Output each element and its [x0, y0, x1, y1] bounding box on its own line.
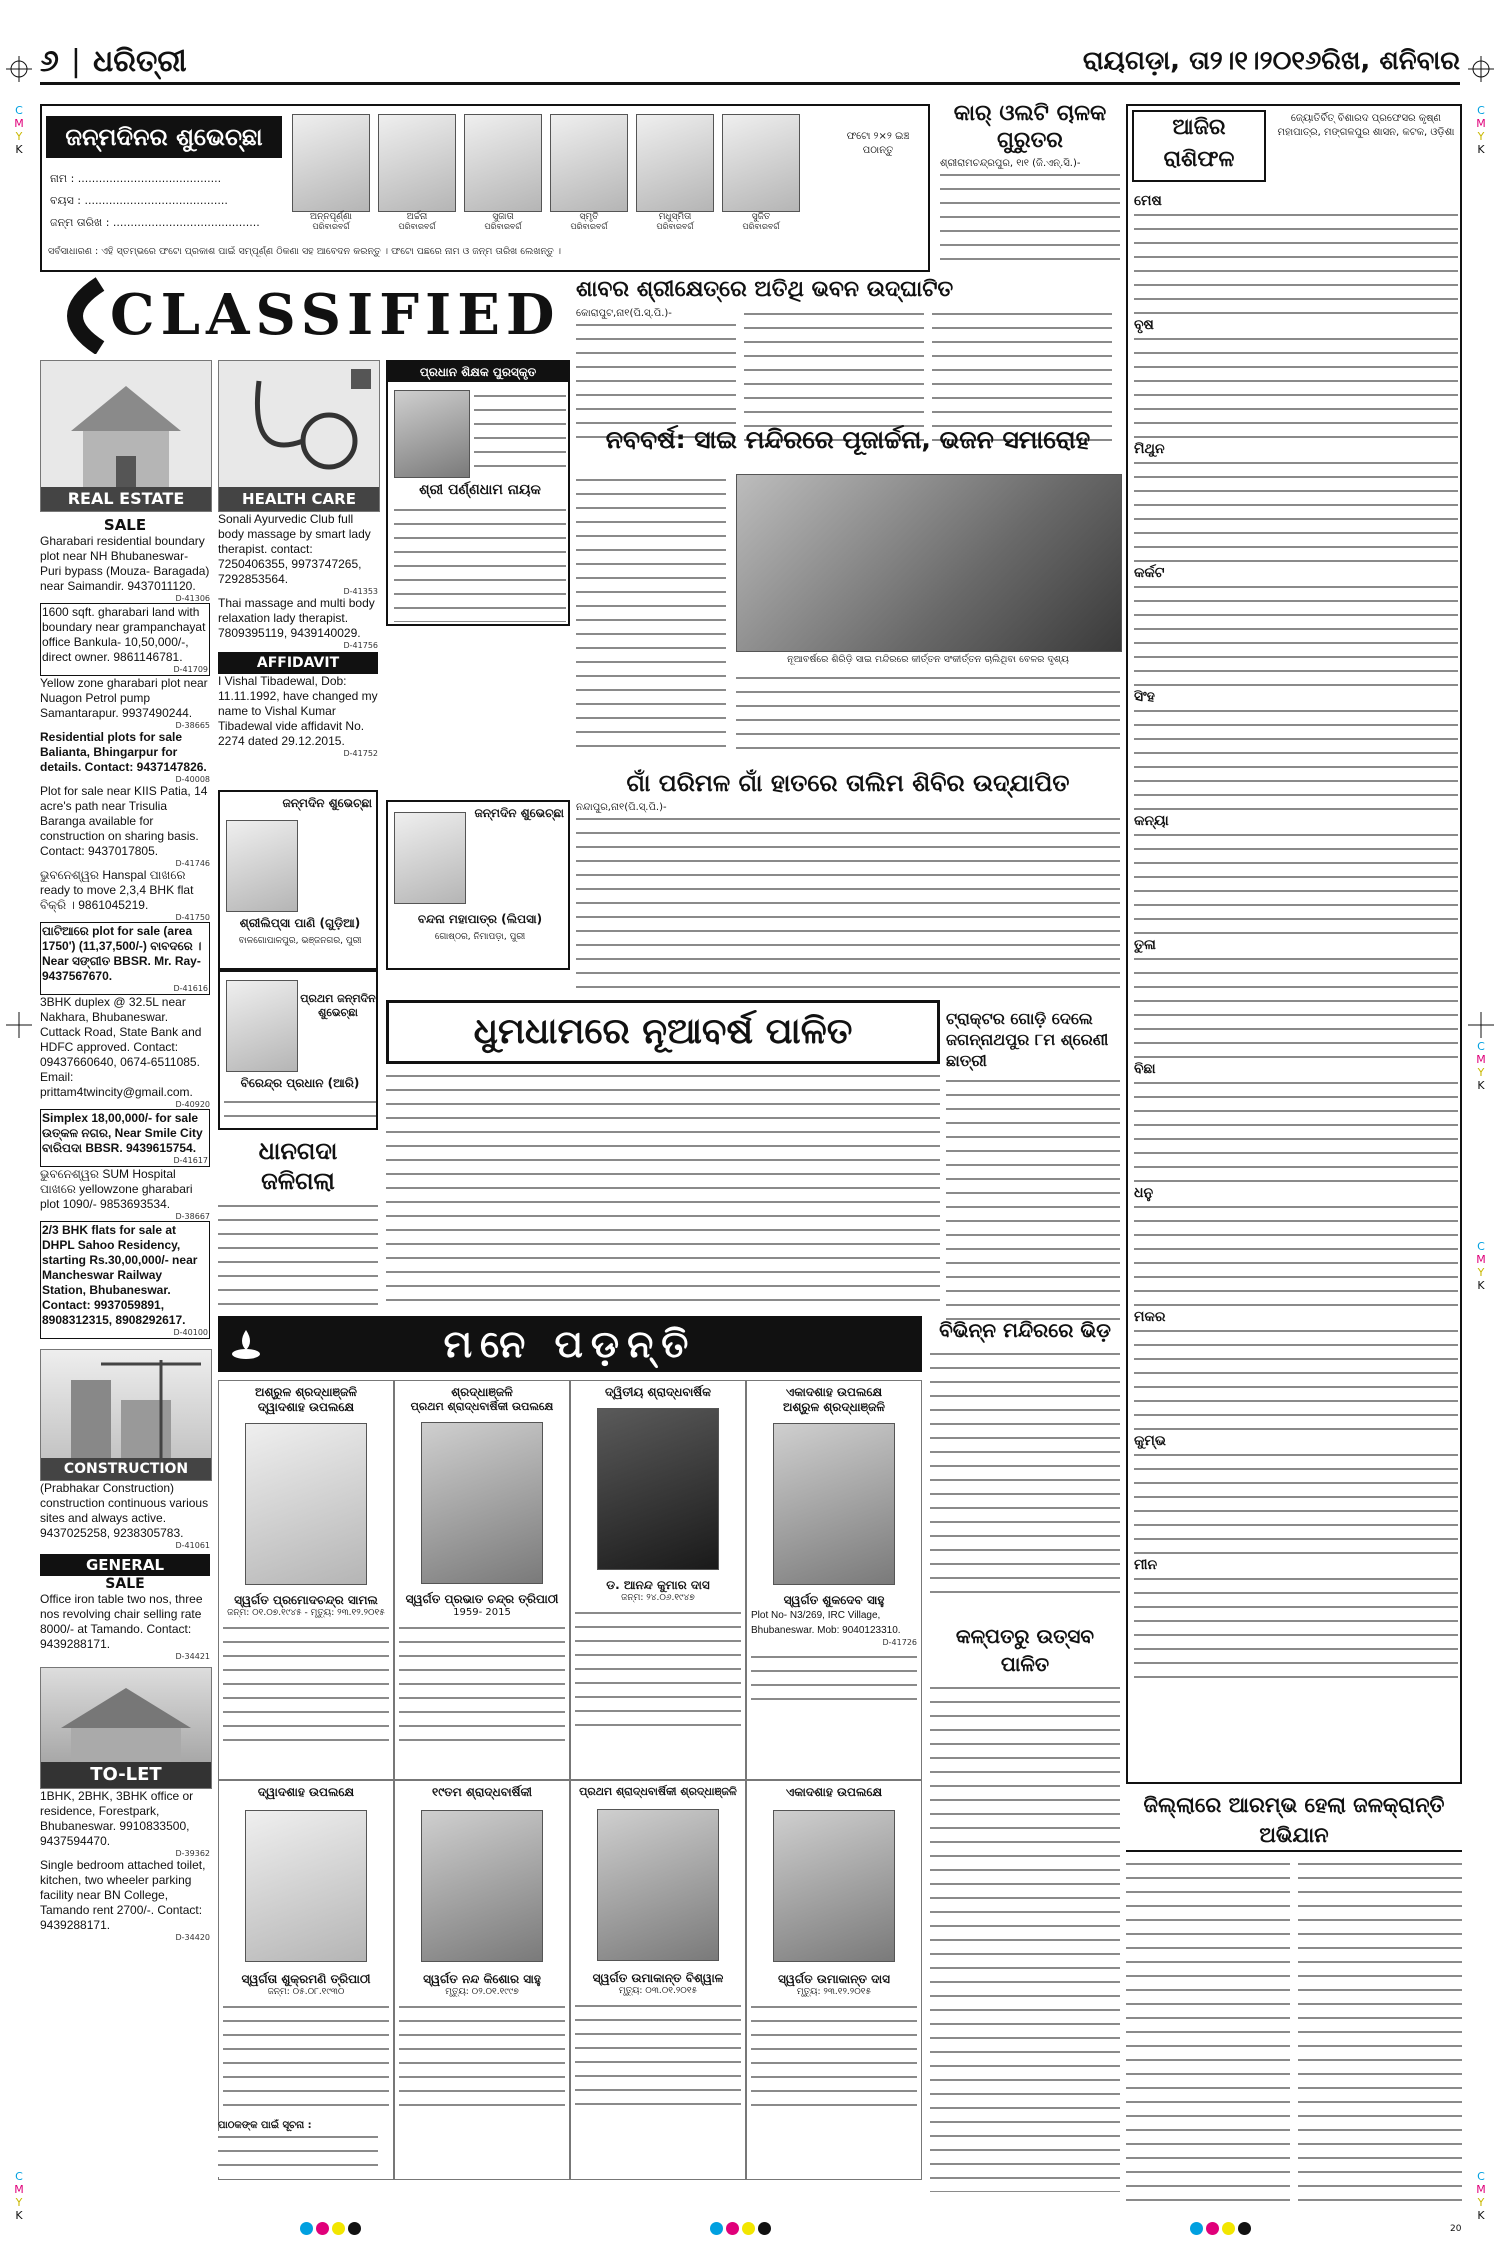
memorial-banner — [218, 1316, 922, 1372]
form-label-name: ନାମ : ......................................... — [50, 172, 222, 185]
child-sub: ପରିବାରବର୍ଗ — [742, 222, 780, 231]
cmyk-marker-left-bottom: C M Y K — [14, 2170, 24, 2222]
memorial-top: ଶ୍ରଦ୍ଧାଞ୍ଜଳି — [451, 1385, 513, 1399]
cmyk-marker-right-mid: C M Y K — [1476, 1040, 1486, 1092]
birthday-small-box — [218, 790, 378, 970]
horoscope-sign: ମକର — [1134, 1306, 1458, 1430]
headmaster-body — [474, 390, 566, 476]
child-sub: ପରିବାରବର୍ଗ — [312, 222, 350, 231]
memorial-years: ମୃତ୍ୟୁ: ୨୩.୧୨.୨୦୧୫ — [796, 1987, 872, 1997]
birthday-wishes-box — [40, 104, 930, 272]
classified-title: CLASSIFIED — [110, 282, 561, 348]
new-year-headline-row — [576, 418, 1120, 462]
birthday-small-photo — [226, 820, 298, 912]
child-photo — [636, 114, 714, 212]
birthday-small-body — [224, 1096, 376, 1126]
temple-crowd-headline: ବିଭିନ୍ନ ମନ୍ଦିରରେ ଭିଡ଼ — [939, 1318, 1111, 1342]
memorial-name: ଡ. ଆନନ୍ଦ କୁମାର ଦାସ — [606, 1578, 710, 1592]
real-estate-ad: Plot for sale near KIIS Patia, 14 acre's path near Trisulia Baranga available for construction on sharing basis. Contact: 9437017805. D-41746 — [40, 784, 210, 868]
horoscope-sign: ବିଛା — [1134, 1058, 1458, 1182]
memorial-photo — [245, 1423, 367, 1585]
to-let-ad: 1BHK, 2BHK, 3BHK office or residence, Forestpark, Bhubaneswar. 9910833500, 9437594470. D-39362 — [40, 1789, 210, 1858]
real-estate-label: REAL ESTATE — [41, 487, 211, 511]
horoscope-sign: ମିଥୁନ — [1134, 438, 1458, 562]
magenta-dot — [1206, 2222, 1219, 2235]
memorial-card — [570, 1380, 746, 1780]
horoscope-title: ଆଜିର ରାଶିଫଳ — [1132, 110, 1266, 182]
child-name: ସୁଜିତ — [751, 212, 771, 222]
child-card — [378, 114, 456, 242]
memorial-photo — [421, 1422, 543, 1584]
child-card — [292, 114, 370, 242]
black-dot — [1238, 2222, 1251, 2235]
child-card — [636, 114, 714, 242]
memorial-top: ଏକାଦଶାହ ଉପଲକ୍ଷେ — [785, 1385, 883, 1399]
form-label-age: ବୟସ : ......................................... — [50, 194, 228, 207]
real-estate-ad: ପାଟିଆରେ plot for sale (area 1750') (11,37,500/-) ବାବଦରେ । Near ସଙ୍ଗୀତ BBSR. Mr. Ray- 9437567670. D-41616 — [42, 924, 208, 993]
memorial-body — [223, 2001, 389, 2111]
training-camp-headline: ଗାଁ ପରିମଳ ଗାଁ ହାତରେ ତାଲିମ ଶିବିର ଉଦ୍‌ଯାପିତ — [626, 769, 1070, 797]
memorial-name: ସ୍ୱର୍ଗତ ଶୁକଦେବ ସାହୁ — [783, 1593, 885, 1607]
affidavit-heading: AFFIDAVIT — [218, 652, 378, 674]
kalpataru-headline: କଳ୍ପତରୁ ଉତ୍ସବ ପାଳିତ — [955, 1624, 1095, 1676]
memorial-code: D-41726 — [882, 1638, 917, 1647]
temple-photo-caption: ନୂଆବର୍ଷରେ ଶିରିଡ଼ି ସାଇ ମନ୍ଦିରରେ କୀର୍ତ୍ତନ ସଂକୀର୍ତ୍ତନ ଚାଲିଥିବା ବେଳର ଦୃଶ୍ୟ — [787, 654, 1069, 665]
kalpataru-article — [930, 1622, 1120, 2182]
cmyk-marker-right-low: C M Y K — [1476, 1240, 1486, 1292]
jalakranti-body-2 — [1298, 1858, 1462, 2204]
color-bar — [1190, 2222, 1251, 2235]
readers-note-body — [218, 2131, 378, 2177]
memorial-years: Plot No- N3/269, IRC Village, Bhubaneswar. Mob: 9040123310. — [751, 1610, 901, 1636]
memorial-top: ୧୯ତମ ଶ୍ରାଦ୍ଧବାର୍ଷିକୀ — [431, 1785, 533, 1799]
child-photo — [464, 114, 542, 212]
health-care-label: HEALTH CARE — [219, 487, 379, 511]
memorial-years: ଜନ୍ମ: ୦୫.୦୮.୧୯୩୦ — [267, 1987, 345, 1997]
masthead: ଧରିତ୍ରୀ — [92, 43, 187, 79]
cyan-dot — [1190, 2222, 1203, 2235]
memorial-years: 1959- 2015 — [453, 1607, 511, 1618]
memorial-years: ମୃତ୍ୟୁ: ୦୨.୦୧.୧୯୯୭ — [445, 1987, 519, 1997]
affidavit-ad: I Vishal Tibadewal, Dob: 11.11.1992, have changed my name to Vishal Kumar Tibadewal vide affidavit No. 2274 dated 29.12.2015. D-41752 — [218, 674, 378, 758]
horoscope-sign: ମେଷ — [1134, 190, 1458, 314]
horoscope-sign: ଧନୁ — [1134, 1182, 1458, 1306]
headmaster-body-2 — [394, 504, 566, 622]
memorial-top: ଦ୍ୱାଦଶାହ ଉପଲକ୍ଷେ — [257, 1785, 355, 1799]
tractor-headline: ଟ୍ରାକ୍ଟର ଗୋଡ଼ି ଦେଲେ ଜଗନ୍ନାଥପୁର ୮ମ ଶ୍ରେଣୀ ଛାତ୍ରୀ — [946, 1009, 1109, 1070]
temple-crowd-body — [930, 1348, 1120, 1598]
registration-mark-icon — [1468, 1012, 1494, 1038]
birthday-small-box — [218, 970, 378, 1130]
new-year-puja-body — [576, 474, 726, 754]
magenta-dot — [316, 2222, 329, 2235]
new-year-puja-headline: ନବବର୍ଷ: ସାଇ ମନ୍ଦିରରେ ପୂଜାର୍ଚ୍ଚନା, ଭଜନ ସମାରୋହ — [605, 425, 1091, 454]
memorial-name: ସ୍ୱର୍ଗତ ପ୍ରଭାତ ଚନ୍ଦ୍ର ତ୍ରିପାଠୀ — [405, 1592, 559, 1606]
horoscope-author: ଜ୍ୟୋତିର୍ବିତ୍ ବିଶାରଦ ପ୍ରଫେସର କୃଷ୍ଣ ମହାପାତ୍ର, ମଙ୍ଗଳପୁର ଶାସନ, କଟକ, ଓଡ଼ିଶା — [1277, 113, 1455, 138]
real-estate-image — [40, 360, 212, 512]
memorial-body — [399, 2001, 565, 2111]
headmaster-box — [386, 360, 570, 626]
guest-house-dateline: କୋରାପୁଟ,ନା୧(ପି.ସ୍.ପି.)- — [576, 308, 672, 319]
new-year-celebrated-body — [386, 1070, 940, 1310]
jalakranti-article — [1126, 1790, 1462, 2182]
memorial-body — [399, 1622, 565, 1742]
horoscope-sign: ମୀନ — [1134, 1554, 1458, 1678]
car-accident-headline: କାର୍ ଓଲଟି ଚାଳକ ଗୁରୁତର — [953, 101, 1107, 153]
general-ad: Office iron table two nos, three nos revolving chair selling rate 8000/- at Tamando. Contact: 9439288171. D-34421 — [40, 1592, 210, 1661]
birthday-form — [50, 168, 282, 234]
classified-col-1 — [40, 360, 210, 2020]
headmaster-name: ଶ୍ରୀ ପର୍ଣ୍ଣଧାମ ନାୟକ — [419, 482, 541, 498]
child-name: ମଧୁସ୍ମିତା — [658, 212, 692, 222]
birthday-small-title: ଜନ୍ମଦିନ ଶୁଭେଚ୍ଛା — [474, 806, 564, 820]
memorial-years: ମୃତ୍ୟୁ: ୦୩.୦୧.୨୦୧୫ — [618, 1986, 698, 1996]
new-year-puja-body-2 — [736, 672, 1120, 754]
child-sub: ପରିବାରବର୍ଗ — [398, 222, 436, 231]
color-bar — [710, 2222, 771, 2235]
birthday-small-name: ବିରେନ୍ଦ୍ର ପ୍ରଧାନ (ଆରି) — [240, 1076, 360, 1090]
memorial-body — [575, 2000, 741, 2110]
real-estate-ad: 1600 sqft. gharabari land with boundary near grampanchayat office Bankula- 10,50,000/-, direct owner. 9861146781. D-41709 — [42, 605, 208, 674]
child-sub: ପରିବାରବର୍ଗ — [570, 222, 608, 231]
headmaster-photo — [394, 390, 470, 478]
memorial-card — [394, 1380, 570, 1780]
training-camp-dateline: ନନ୍ଦାପୁର,ନା୧(ପି.ସ୍.ପି.)- — [576, 802, 667, 813]
cyan-dot — [710, 2222, 723, 2235]
memorial-photo — [773, 1423, 895, 1585]
car-accident-article — [940, 100, 1120, 272]
black-dot — [348, 2222, 361, 2235]
readers-note — [218, 2120, 378, 2182]
memorial-body — [575, 1607, 741, 1727]
memorial-top: ଅଶ୍ରୁଳ ଶ୍ରଦ୍ଧାଞ୍ଜଳି — [255, 1385, 357, 1399]
memorial-years: ଜନ୍ମ: ୨୪.୦୬.୧୯୪୭ — [621, 1593, 695, 1603]
child-photo — [292, 114, 370, 212]
child-photo — [550, 114, 628, 212]
horoscope-box — [1126, 104, 1462, 1784]
birthday-note: ସର୍ବସାଧାରଣ : ଏହି ସ୍ତମ୍ଭରେ ଫଟୋ ପ୍ରକାଶ ପାଇଁ ସମ୍ପୂର୍ଣ୍ଣ ଠିକଣା ସହ ଆବେଦନ କରନ୍ତୁ । ଫଟୋ ପଛରେ ନାମ ଓ ଜନ୍ମ ତାରିଖ ଲେଖନ୍ତୁ । — [48, 246, 562, 257]
new-year-celebrated-headline-box — [386, 1000, 940, 1064]
birthday-small-place: ଗୋଷ୍ଠର, ନିମାପଡ଼ା, ପୁରୀ — [434, 932, 526, 942]
form-label-dob: ଜନ୍ମ ତାରିଖ : .......................................... — [50, 216, 260, 229]
magenta-dot — [726, 2222, 739, 2235]
cmyk-marker-left: C M Y K — [14, 104, 24, 156]
memorial-card — [570, 1780, 746, 2180]
birthday-small-photo — [226, 980, 298, 1072]
page-number: ୬ — [40, 43, 59, 79]
horoscope-signs — [1134, 190, 1458, 1678]
dateline: ରାୟଗଡ଼ା, ତା୨।୧।୨୦୧୬ରିଖ, ଶନିବାର — [1082, 45, 1460, 76]
registration-mark-icon — [6, 56, 32, 82]
child-card — [464, 114, 542, 242]
memorial-top: ଦ୍ୱିତୀୟ ଶ୍ରାଦ୍ଧବାର୍ଷିକ — [604, 1385, 712, 1399]
construction-ad: (Prabhakar Construction) construction continuous various sites and always active. 9437025258, 9238305783. D-41061 — [40, 1481, 210, 1550]
memorial-photo — [245, 1810, 367, 1962]
child-name: ସ୍ମୃତି — [579, 212, 599, 222]
memorial-card — [218, 1380, 394, 1780]
jalakranti-body — [1126, 1858, 1290, 2204]
child-card — [550, 114, 628, 242]
horoscope-sign: କନ୍ୟା — [1134, 810, 1458, 934]
birthday-small-title: ପ୍ରଥମ ଜନ୍ମଦିନ ଶୁଭେଚ୍ଛା — [300, 992, 376, 1019]
birthday-title: ଜନ୍ମଦିନର ଶୁଭେଚ୍ଛା — [46, 116, 282, 158]
page-footer-number: 20 — [1450, 2224, 1462, 2234]
tractor-body — [946, 1075, 1120, 1325]
memorial-photo — [773, 1810, 895, 1962]
temple-crowd-article — [930, 1316, 1120, 1616]
birthday-small-place: ବାଳଗୋପାଳପୁର, ଭଞ୍ଜନଗର, ପୁରୀ — [238, 936, 362, 946]
real-estate-ad: Yellow zone gharabari plot near Nuagon Petrol pump Samantarapur. 9937490244. D-38665 — [40, 676, 210, 730]
health-care-image — [218, 360, 380, 512]
memorial-name: ସ୍ୱର୍ଗତ ଉମାକାନ୍ତ ବିଶ୍ୱାଳ — [592, 1971, 724, 1985]
horoscope-sign: ତୁଳା — [1134, 934, 1458, 1058]
memorial-title: ଅଶ୍ରୁଳ ଶ୍ରଦ୍ଧାଞ୍ଜଳି — [783, 1400, 885, 1414]
memorial-card — [394, 1780, 570, 2180]
car-accident-dateline: ଶ୍ରୀରାମଚନ୍ଦ୍ରପୁର, ୧ା୧ (ଜି.ଏନ୍.ସି.)- — [940, 158, 1081, 169]
child-photo — [378, 114, 456, 212]
health-care-ad: Sonali Ayurvedic Club full body massage by smart lady therapist. contact: 7250406355, 9973747265, 7292853564. D-41353 — [218, 512, 378, 596]
yellow-dot — [332, 2222, 345, 2235]
horoscope-sign: ବୃଷ — [1134, 314, 1458, 438]
memorial-card — [746, 1780, 922, 2180]
readers-note-title: ପାଠକଙ୍କ ପାଇଁ ସୂଚନା : — [218, 2120, 312, 2131]
yellow-dot — [1222, 2222, 1235, 2235]
classified-banner — [40, 276, 570, 354]
to-let-ad: Single bedroom attached toilet, kitchen, two wheeler parking facility near BN College, Tamando rent 2700/-. Contact: 9439288171. D-34420 — [40, 1858, 210, 1942]
real-estate-heading: SALE — [103, 516, 147, 534]
memorial-body — [751, 1651, 917, 1711]
memorial-photo — [421, 1810, 543, 1962]
lamp-icon — [228, 1326, 264, 1362]
memorial-title: ପ୍ରଥମ ଶ୍ରାଦ୍ଧବାର୍ଷିକୀ ଉପଲକ୍ଷେ — [410, 1400, 554, 1413]
construction-label: CONSTRUCTION — [41, 1458, 211, 1480]
guest-house-headline: ଶାବର ଶ୍ରୀକ୍ଷେତ୍ରେ ଅତିଥି ଭବନ ଉଦ୍‌ଘାଟିତ — [576, 277, 954, 302]
child-name: ଅନ୍ନପୂର୍ଣ୍ଣା — [310, 212, 352, 222]
construction-image — [40, 1349, 212, 1481]
child-name: ଅର୍ଚ୍ଚନା — [406, 212, 428, 222]
photo-size-note: ଫଟୋ ୨×୨ ଇଞ୍ଚ ପଠାନ୍ତୁ — [846, 131, 910, 156]
horoscope-sign: କର୍କଟ — [1134, 562, 1458, 686]
horoscope-sign: କୁମ୍ଭ — [1134, 1430, 1458, 1554]
memorial-body — [223, 1622, 389, 1742]
memorial-body — [751, 2001, 917, 2111]
memorial-top: ଏକାଦଶାହ ଉପଲକ୍ଷେ — [785, 1785, 883, 1799]
color-bar — [300, 2222, 361, 2235]
child-sub: ପରିବାରବର୍ଗ — [656, 222, 694, 231]
birthday-small-name: ଶ୍ରୀଲିପ୍ସା ପାଣି (ଗୁଡ଼ିଆ) — [239, 916, 361, 930]
cmyk-marker-right-bottom: C M Y K — [1476, 2170, 1486, 2222]
general-heading: GENERAL — [40, 1554, 210, 1576]
registration-mark-icon — [1468, 56, 1494, 82]
memorial-title: ଦ୍ୱାଦଶାହ ଉପଲକ୍ଷେ — [257, 1400, 355, 1414]
birthday-small-box — [386, 800, 570, 970]
black-dot — [758, 2222, 771, 2235]
new-year-celebrated-headline: ଧୁମଧାମରେ ନୂଆବର୍ଷ ପାଳିତ — [473, 1011, 853, 1052]
memorial-name: ସ୍ୱର୍ଗତ ପ୍ରମୋଦଚନ୍ଦ୍ର ସାମଲ — [234, 1593, 378, 1607]
child-photo — [722, 114, 800, 212]
real-estate-ad: 2/3 BHK flats for sale at DHPL Sahoo Residency, starting Rs.30,00,000/- near Mancheswar Railway Station, Bhubaneswar. Contact: 9937059891, 8908312315, 8908292617. D-40100 — [42, 1223, 208, 1337]
child-name: ସୁଜାତା — [492, 212, 514, 222]
new-year-puja-article — [576, 418, 1120, 768]
memorial-top: ପ୍ରଥମ ଶ୍ରାଦ୍ଧବାର୍ଷିକୀ ଶ୍ରଦ୍ଧାଞ୍ଜଳି — [579, 1785, 737, 1798]
cmyk-marker-right: C M Y K — [1476, 104, 1486, 156]
horoscope-sign: ସିଂହ — [1134, 686, 1458, 810]
real-estate-ad: ଭୁବନେଶ୍ୱର SUM Hospital ପାଖରେ yellowzone gharabari plot 1090/- 9853693534. D-38667 — [40, 1167, 210, 1221]
memorial-grid — [218, 1380, 922, 2180]
cyan-dot — [300, 2222, 313, 2235]
training-camp-body — [576, 813, 1120, 993]
birthday-small-name: ବନ୍ଦନା ମହାପାତ୍ର (ଲିପସା) — [417, 912, 543, 926]
memorial-name: ସ୍ୱର୍ଗତା ଶୁକ୍ରମଣି ତ୍ରିପାଠୀ — [241, 1972, 371, 1986]
kalpataru-body — [930, 1682, 1120, 2192]
training-camp-article — [576, 766, 1120, 1006]
memorial-banner-title: ମନେ ପଡ଼ନ୍ତି — [443, 1322, 697, 1366]
to-let-label: TO-LET — [41, 1762, 211, 1788]
real-estate-ad: Simplex 18,00,000/- for sale ଉତ୍କଳ ନଗର, Near Smile City ବାରିପଦା BBSR. 9439615754. D-41617 — [42, 1111, 208, 1165]
car-accident-body — [940, 169, 1120, 269]
health-care-ad: Thai massage and multi body relaxation lady therapist. 7809395119, 9439140029. D-41756 — [218, 596, 378, 650]
real-estate-ad: Gharabari residential boundary plot near NH Bhubaneswar- Puri bypass (Mouza- Baragada) near Saimandir. 9437011120. D-41306 — [40, 534, 210, 603]
children-photos — [292, 114, 812, 242]
memorial-name: ସ୍ୱର୍ଗତ ନନ୍ଦ କିଶୋର ସାହୁ — [423, 1972, 541, 1986]
headmaster-label: ପ୍ରଧାନ ଶିକ୍ଷକ ପୁରସ୍କୃତ — [388, 362, 568, 382]
real-estate-ad: 3BHK duplex @ 32.5L near Nakhara, Bhubaneswar. Cuttack Road, State Bank and HDFC approved. Contact: 09437660640, 0674-6511085. Email: prittam4twincity@gmail.com. D-40920 — [40, 995, 210, 1109]
memorial-card — [746, 1380, 922, 1780]
memorial-name: ସ୍ୱର୍ଗତ ଉମାକାନ୍ତ ଦାସ — [778, 1972, 890, 1986]
birthday-small-title: ଜନ୍ମଦିନ ଶୁଭେଚ୍ଛା — [282, 796, 372, 810]
child-sub: ପରିବାରବର୍ଗ — [484, 222, 522, 231]
memorial-photo — [597, 1809, 719, 1961]
yellow-dot — [742, 2222, 755, 2235]
to-let-image — [40, 1667, 212, 1789]
registration-mark-icon — [6, 1012, 32, 1038]
memorial-years: ଜନ୍ମ: ୦୧.୦୭.୧୯୪୫ - ମୃତ୍ୟୁ: ୨୩.୧୨.୨୦୧୫ — [227, 1608, 385, 1618]
memorial-photo — [597, 1408, 719, 1570]
general-subheading: SALE — [105, 1576, 145, 1592]
real-estate-ad: Residential plots for sale Balianta, Bhingarpur for details. Contact: 9437147826. D-40008 — [40, 730, 210, 784]
dhanagadi-headline: ଧାନଗଦା ଜଳିଗଲା — [258, 1137, 338, 1195]
child-card — [722, 114, 800, 242]
real-estate-ad: ଭୁବନେଶ୍ୱର Hanspal ପାଖରେ ready to move 2,3,4 BHK flat ବିକ୍ରି । 9861045219. D-41750 — [40, 868, 210, 922]
dhanagadi-article — [218, 1136, 378, 1316]
tractor-article — [946, 1008, 1120, 1308]
temple-photo — [736, 474, 1122, 652]
page-header: ୬ | ଧରିତ୍ରୀ ରାୟଗଡ଼ା, ତା୨।୧।୨୦୧୬ରିଖ, ଶନିବାର — [40, 40, 1460, 85]
jalakranti-headline: ଜିଲ୍ଲାରେ ଆରମ୍ଭ ହେଲା ଜଳକ୍ରାନ୍ତି ଅଭିଯାନ — [1126, 1790, 1462, 1852]
birthday-small-photo — [394, 812, 466, 904]
